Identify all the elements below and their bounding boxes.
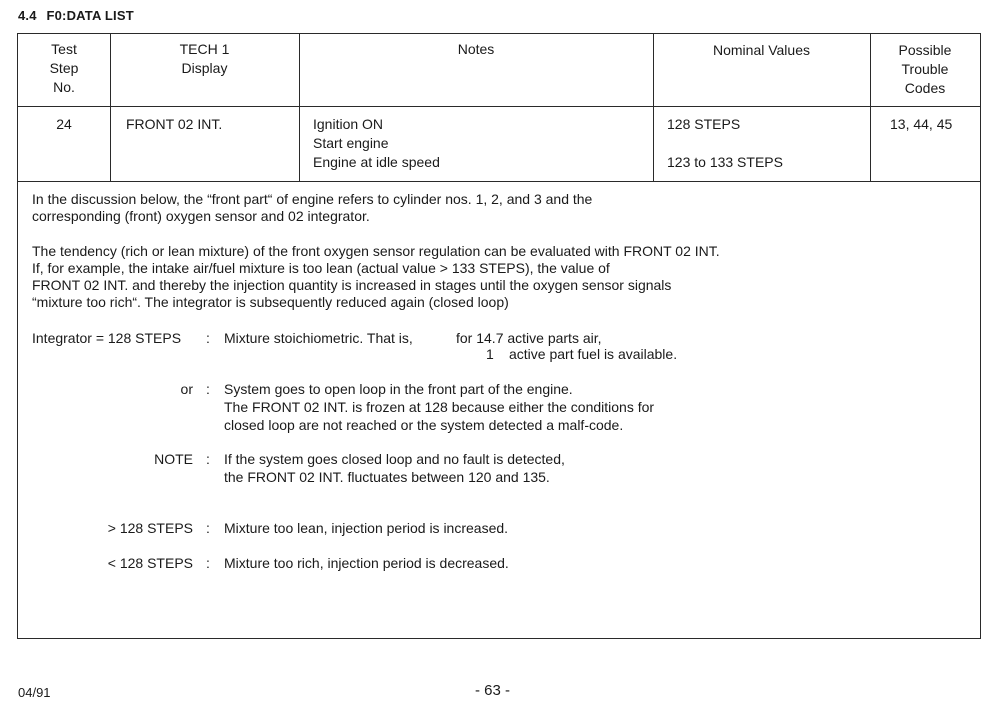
- header-line: Display: [181, 60, 228, 76]
- note-line: Engine at idle speed: [313, 154, 440, 170]
- header-nominal-values: Nominal Values: [712, 42, 810, 58]
- section-heading: [18, 8, 134, 23]
- note-line: Ignition ON: [313, 116, 384, 132]
- section-title: F0:DATA LIST: [46, 8, 134, 23]
- text-line: In the discussion below, the “front part“ of engine refers to cylinder nos. 1, 2, and 3 and the: [32, 191, 593, 207]
- colon-separator: :: [206, 381, 210, 397]
- less-than-label: < 128 STEPS: [107, 555, 193, 571]
- note-text: [224, 450, 565, 486]
- header-line: Step: [49, 60, 79, 76]
- header-line: Possible: [898, 42, 952, 58]
- header-line: TECH 1: [179, 41, 230, 57]
- text-line: FRONT 02 INT. and thereby the injection quantity is increased in stages until the oxygen sensor signals: [32, 277, 672, 293]
- text-line: If the system goes closed loop and no fault is detected,: [224, 451, 565, 467]
- page-number: - 63 -: [475, 682, 511, 699]
- header-divider: [18, 106, 980, 107]
- integrator-ratio-number: 1: [486, 346, 494, 362]
- header-test-step: [18, 40, 110, 97]
- integrator-ratio-fuel: active part fuel is available.: [509, 346, 678, 362]
- text-line: “mixture too rich“. The integrator is subsequently reduced again (closed loop): [32, 294, 509, 310]
- colon-separator: :: [206, 555, 210, 571]
- integrator-ratio-air: for 14.7 active parts air,: [456, 330, 602, 346]
- header-line: Test: [51, 41, 77, 57]
- greater-than-label: > 128 STEPS: [107, 520, 193, 536]
- row-step: 24: [56, 116, 72, 132]
- row-divider: [18, 181, 980, 182]
- or-label: or: [180, 381, 193, 397]
- discussion-paragraph-2: [32, 243, 720, 311]
- header-notes: Notes: [457, 41, 495, 57]
- integrator-label: Integrator = 128 STEPS: [32, 330, 182, 346]
- greater-than-text: Mixture too lean, injection period is increased.: [224, 520, 509, 536]
- text-line: The FRONT 02 INT. is frozen at 128 because either the conditions for: [224, 399, 655, 415]
- header-tech1-display: [110, 40, 299, 78]
- data-list-table: [17, 33, 981, 639]
- row-codes: 13, 44, 45: [890, 116, 953, 132]
- colon-separator: :: [206, 330, 210, 346]
- text-line: The tendency (rich or lean mixture) of the front oxygen sensor regulation can be evaluated with FRONT 02 INT.: [32, 243, 720, 259]
- header-trouble-codes: [870, 41, 980, 98]
- text-line: If, for example, the intake air/fuel mixture is too lean (actual value > 133 STEPS), the value of: [32, 260, 610, 276]
- header-line: No.: [53, 79, 75, 95]
- text-line: corresponding (front) oxygen sensor and 02 integrator.: [32, 208, 370, 224]
- colon-separator: :: [206, 520, 210, 536]
- integrator-text: Mixture stoichiometric. That is,: [224, 330, 413, 346]
- footer-date: 04/91: [18, 685, 51, 700]
- header-line: Codes: [904, 80, 946, 96]
- note-line: Start engine: [313, 135, 389, 151]
- colon-separator: :: [206, 451, 210, 467]
- text-line: System goes to open loop in the front part of the engine.: [224, 381, 573, 397]
- row-display: FRONT 02 INT.: [126, 116, 223, 132]
- row-nominal-range: 123 to 133 STEPS: [667, 154, 783, 170]
- text-line: the FRONT 02 INT. fluctuates between 120 and 135.: [224, 469, 550, 485]
- row-notes: [313, 115, 440, 172]
- header-line: Trouble: [901, 61, 949, 77]
- or-text: [224, 380, 654, 434]
- note-label: NOTE: [154, 451, 193, 467]
- row-nominal-primary: 128 STEPS: [667, 116, 741, 132]
- text-line: closed loop are not reached or the system detected a malf-code.: [224, 417, 624, 433]
- less-than-text: Mixture too rich, injection period is decreased.: [224, 555, 509, 571]
- section-number: 4.4: [18, 8, 37, 23]
- discussion-paragraph-1: [32, 191, 592, 225]
